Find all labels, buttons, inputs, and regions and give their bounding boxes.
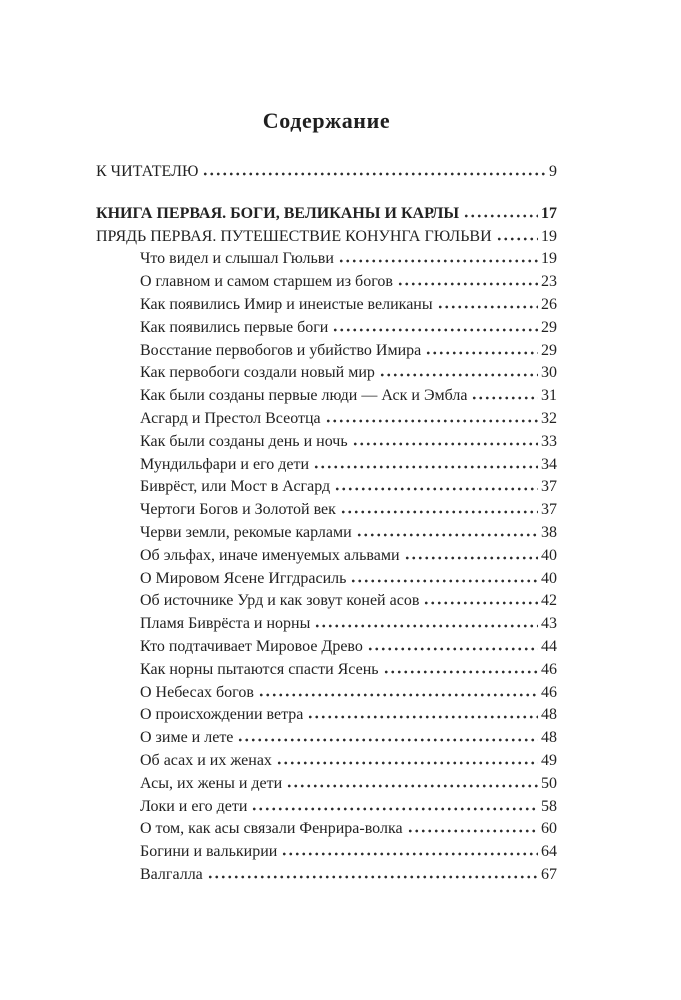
- toc-entry: [96, 545, 557, 568]
- dot-leader: [425, 349, 538, 355]
- entry-page: 42: [541, 592, 557, 610]
- entry-page: 44: [541, 637, 557, 655]
- dot-leader: [367, 645, 538, 651]
- toc-entry: [96, 431, 557, 454]
- entry-label: О зиме и лете: [140, 729, 234, 747]
- entry-page: 48: [541, 729, 557, 747]
- entry-page: 23: [541, 273, 557, 291]
- dot-leader: [379, 371, 538, 377]
- entry-label: О Мировом Ясене Иггдрасиль: [140, 569, 347, 587]
- toc-entry: [96, 161, 557, 184]
- entry-page: 43: [541, 615, 557, 633]
- toc-entry: [96, 499, 557, 522]
- toc-entry: [96, 750, 557, 773]
- toc-entry: [96, 385, 557, 408]
- dot-leader: [334, 485, 538, 491]
- entry-label: Как были созданы первые люди — Аск и Эмбла: [140, 387, 468, 405]
- entry-label: КНИГА ПЕРВАЯ. БОГИ, ВЕЛИКАНЫ И КАРЛЫ: [96, 204, 460, 222]
- toc-entry: [96, 476, 557, 499]
- toc-entry: [96, 568, 557, 591]
- entry-page: 19: [541, 250, 557, 268]
- dot-leader: [237, 736, 538, 742]
- entry-label: Богини и валькирии: [140, 843, 278, 861]
- dot-leader: [397, 280, 538, 286]
- toc-entry: [96, 636, 557, 659]
- toc-entry: [96, 682, 557, 705]
- dot-leader: [463, 212, 538, 218]
- entry-label: О главном и самом старшем из богов: [140, 273, 393, 291]
- entry-label: Черви земли, рекомые карлами: [140, 523, 352, 541]
- entry-label: К ЧИТАТЕЛЮ: [96, 163, 199, 180]
- toc-entry: [96, 522, 557, 545]
- toc-entry: [96, 727, 557, 750]
- dot-leader: [314, 622, 538, 628]
- entry-label: Асы, их жены и дети: [140, 774, 283, 792]
- entry-page: 9: [549, 163, 557, 180]
- entry-page: 37: [541, 478, 557, 496]
- dot-leader: [251, 805, 538, 811]
- toc-entry: [96, 271, 557, 294]
- entry-label: Асгард и Престол Всеотца: [140, 409, 321, 427]
- dot-leader: [258, 691, 538, 697]
- entry-page: 17: [541, 204, 557, 222]
- dot-leader: [325, 417, 538, 423]
- dot-leader: [350, 577, 538, 583]
- entry-page: 46: [541, 660, 557, 678]
- dot-leader: [383, 668, 538, 674]
- entry-label: Об эльфах, иначе именуемых альвами: [140, 546, 400, 564]
- entry-label: Биврёст, или Мост в Асгард: [140, 478, 331, 496]
- entry-label: Как были созданы день и ночь: [140, 432, 348, 450]
- entry-label: Об асах и их женах: [140, 751, 272, 769]
- entry-page: 58: [541, 797, 557, 815]
- dot-leader: [471, 394, 538, 400]
- entry-page: 64: [541, 843, 557, 861]
- entry-label: Что видел и слышал Гюльви: [140, 250, 334, 268]
- dot-leader: [338, 257, 538, 263]
- entry-label: Кто подтачивает Мировое Древо: [140, 637, 363, 655]
- dot-leader: [423, 599, 538, 605]
- dot-leader: [404, 554, 538, 560]
- entry-label: Как появились Имир и инеистые великаны: [140, 295, 433, 313]
- entry-page: 26: [541, 295, 557, 313]
- dot-leader: [356, 531, 538, 537]
- entry-label: О Небесах богов: [140, 683, 254, 701]
- toc-entry: [96, 408, 557, 431]
- dot-leader: [496, 235, 538, 241]
- dot-leader: [276, 759, 538, 765]
- dot-leader: [286, 782, 538, 788]
- entry-label: Чертоги Богов и Золотой век: [140, 501, 336, 519]
- dot-leader: [332, 326, 538, 332]
- entry-page: 40: [541, 546, 557, 564]
- entry-page: 50: [541, 774, 557, 792]
- toc-entry: [96, 841, 557, 864]
- entry-label: О том, как асы связали Фенрира-волка: [140, 820, 403, 838]
- entry-label: Валгалла: [140, 865, 203, 883]
- toc-entry: [96, 362, 557, 385]
- entry-label: Мундильфари и его дети: [140, 455, 310, 473]
- entry-page: 19: [541, 227, 557, 245]
- entry-page: 29: [541, 341, 557, 359]
- dot-leader: [207, 873, 538, 879]
- toc-entry: [96, 203, 557, 226]
- toc-entry: [96, 248, 557, 271]
- entry-page: 33: [541, 432, 557, 450]
- page-title: Содержание: [262, 108, 391, 133]
- dot-leader: [202, 170, 546, 176]
- entry-page: 34: [541, 455, 557, 473]
- toc-entry: [96, 613, 557, 636]
- toc-entry: [96, 340, 557, 363]
- entry-label: ПРЯДЬ ПЕРВАЯ. ПУТЕШЕСТВИЕ КОНУНГА ГЮЛЬВИ: [96, 227, 492, 245]
- entry-label: Пламя Биврёста и норны: [140, 615, 311, 633]
- toc-entry: [96, 454, 557, 477]
- entry-label: Как появились первые боги: [140, 318, 329, 336]
- toc-list: [96, 161, 557, 887]
- entry-page: 38: [541, 523, 557, 541]
- entry-label: Локи и его дети: [140, 797, 248, 815]
- entry-page: 60: [541, 820, 557, 838]
- toc-entry: [96, 590, 557, 613]
- toc-entry: [96, 773, 557, 796]
- entry-page: 46: [541, 683, 557, 701]
- entry-page: 48: [541, 706, 557, 724]
- entry-label: Как норны пытаются спасти Ясень: [140, 660, 379, 678]
- entry-label: Как первобоги создали новый мир: [140, 364, 375, 382]
- dot-leader: [281, 850, 538, 856]
- toc-entry: [96, 864, 557, 887]
- dot-leader: [437, 303, 538, 309]
- dot-leader: [352, 440, 538, 446]
- entry-page: 67: [541, 865, 557, 883]
- entry-page: 40: [541, 569, 557, 587]
- toc-entry: [96, 818, 557, 841]
- toc-entry: [96, 704, 557, 727]
- entry-page: 31: [541, 387, 557, 405]
- dot-leader: [313, 463, 538, 469]
- entry-label: Об источнике Урд и как зовут коней асов: [140, 592, 420, 610]
- entry-page: 37: [541, 501, 557, 519]
- entry-page: 32: [541, 409, 557, 427]
- dot-leader: [407, 827, 538, 833]
- entry-page: 29: [541, 318, 557, 336]
- entry-label: Восстание первобогов и убийство Имира: [140, 341, 422, 359]
- toc-entry: [96, 796, 557, 819]
- toc-entry: [96, 294, 557, 317]
- toc-entry: [96, 317, 557, 340]
- entry-page: 30: [541, 364, 557, 382]
- toc-entry: [96, 226, 557, 249]
- dot-leader: [307, 713, 538, 719]
- entry-label: О происхождении ветра: [140, 706, 304, 724]
- toc-entry: [96, 659, 557, 682]
- dot-leader: [340, 508, 538, 514]
- entry-page: 49: [541, 751, 557, 769]
